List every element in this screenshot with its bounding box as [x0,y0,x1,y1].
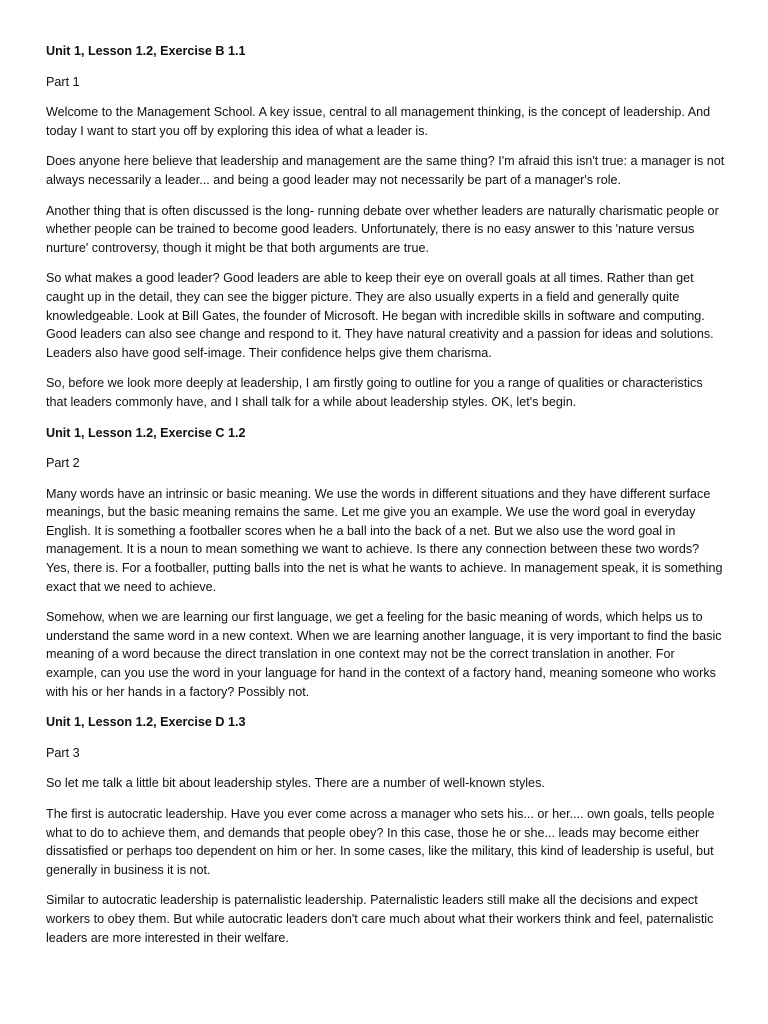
section-heading: Unit 1, Lesson 1.2, Exercise B 1.1 [46,44,246,58]
section-heading: Unit 1, Lesson 1.2, Exercise C 1.2 [46,425,246,440]
section-exercise-b [46,42,726,412]
part-label: Part 1 [46,74,80,89]
paragraph: Another thing that is often discussed is the long- running debate over whether leaders are naturally charismatic people or whether people can be trained to become good leaders. Unfortunately, there is no easy answer to this 'nature versus nurture' controversy, though it might be that both arguments are true. [46,203,719,255]
paragraph: Does anyone here believe that leadership and management are the same thing? I'm afraid this isn't true: a manager is not always necessarily a leader... and being a good leader may not necessarily be part of a manager's role. [46,154,725,187]
part-label: Part 3 [46,745,80,760]
paragraph: Welcome to the Management School. A key issue, central to all management thinking, is the concept of leadership. And today I want to start you off by exploring this idea of what a leader is. [46,105,711,138]
paragraph: So let me talk a little bit about leadership styles. There are a number of well-known styles. [46,776,545,791]
paragraph: So, before we look more deeply at leadership, I am firstly going to outline for you a range of qualities or characteristics that leaders commonly have, and I shall talk for a while about leadership styles. OK, let's begin. [46,376,703,409]
paragraph: The first is autocratic leadership. Have you ever come across a manager who sets his... or her.... own goals, tells people what to do to achieve them, and demands that people obey? In this case, those he or she... leads may become either dissatisfied or perhaps too dependent on him or her. In some cases, like the military, this kind of leadership is useful, but generally in business it is not. [46,807,715,877]
paragraph: So what makes a good leader? Good leaders are able to keep their eye on overall goals at all times. Rather than get caught up in the detail, they can see the bigger picture. They are also usually experts in a field and generally quite knowledgeable. Look at Bill Gates, the founder of Microsoft. He began with incredible skills in software and computing. Good leaders can also see change and respond to it. They have natural creativity and a passion for ideas and solutions. Leaders also have good self-image. Their confidence helps give them charisma. [46,271,714,360]
paragraph: Similar to autocratic leadership is paternalistic leadership. Paternalistic leaders still make all the decisions and expect workers to obey them. But while autocratic leaders don't care much about what their workers think and feel, paternalistic leaders are more interested in their welfare. [46,893,714,945]
paragraph: Many words have an intrinsic or basic meaning. We use the words in different situations and they have different surface meanings, but the basic meaning remains the same. Let me give you an example. We use the word goal in everyday English. It is something a footballer scores when he a ball into the back of a net. But we also use the word goal in management. It is a noun to mean something we want to achieve. Is there any connection between these two words? Yes, there is. For a footballer, putting balls into the net is what he wants to achieve. In management speak, it is something exact that we need to achieve. [46,486,723,594]
section-exercise-d [46,713,726,947]
section-exercise-c [46,424,726,702]
section-heading: Unit 1, Lesson 1.2, Exercise D 1.3 [46,715,246,730]
paragraph: Somehow, when we are learning our first language, we get a feeling for the basic meaning of words, which helps us to understand the same word in a new context. When we are learning another language, it is very important to find the basic meaning of a word because the direct translation in one context may not be the correct translation in another. For example, can you use the word in your language for hand in the context of a factory hand, meaning someone who works with his or her hands in a factory? Possibly not. [46,610,722,699]
document-page [46,42,726,959]
part-label: Part 2 [46,456,80,471]
